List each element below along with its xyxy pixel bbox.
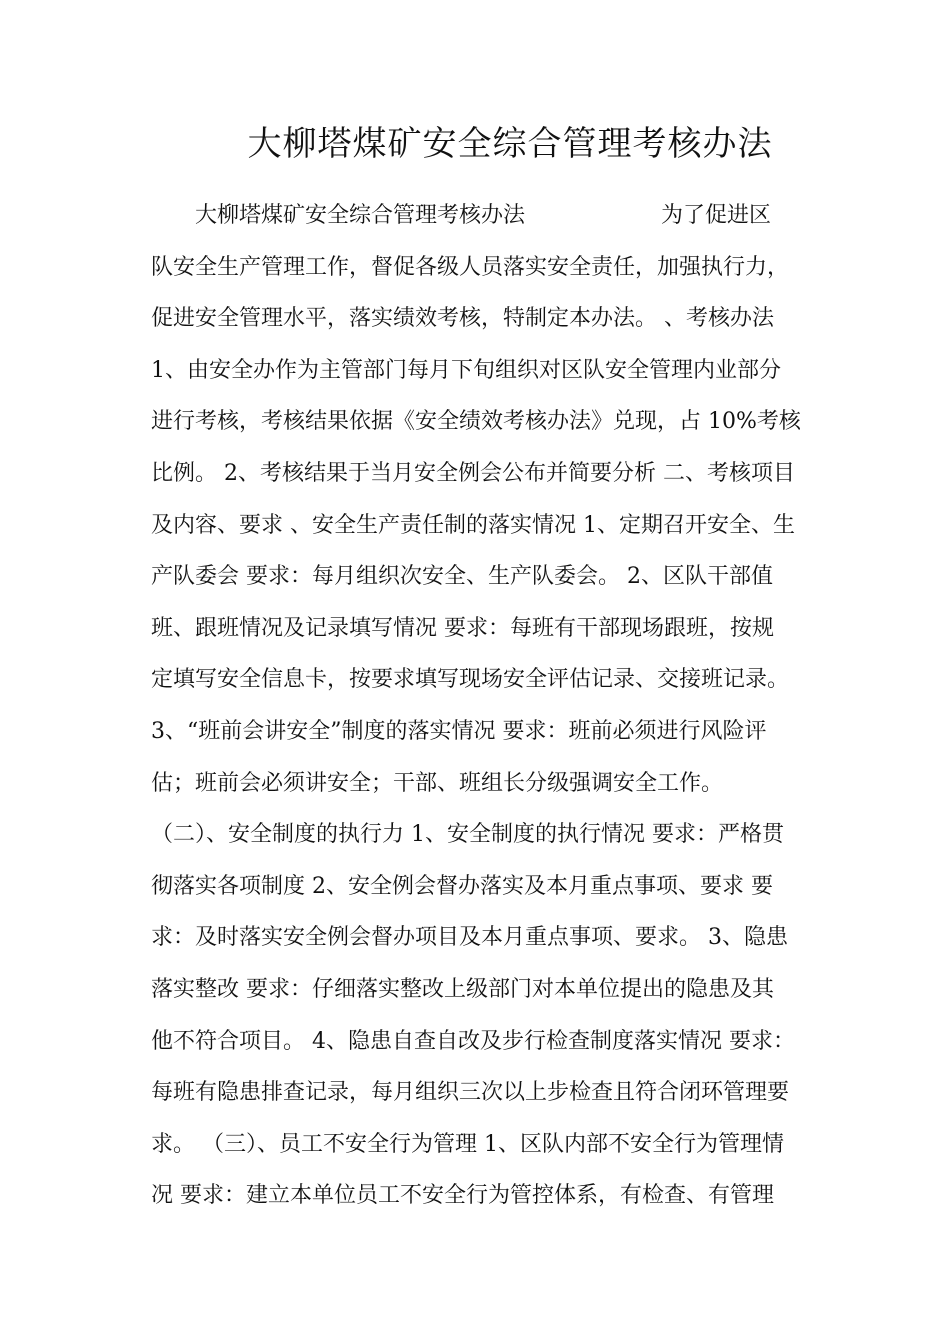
body-line: 求：及时落实安全例会督办项目及本月重点事项、要求。 3、隐患 [151,925,788,951]
body-subtitle: 大柳塔煤矿安全综合管理考核办法 [195,203,526,228]
body-line: 求。 （三）、员工不安全行为管理 1、区队内部不安全行为管理情 [151,1131,784,1157]
body-line: （二）、安全制度的执行力 1、安全制度的执行情况 要求：严格贯 [151,822,784,848]
body-first-line-text: 为了促进区 [661,203,772,228]
body-line: 彻落实各项制度 2、安全例会督办落实及本月重点事项、要求 要 [151,873,773,899]
body-line: 班、跟班情况及记录填写情况 要求：每班有干部现场跟班，按规 [151,615,774,641]
document-title: 大柳塔煤矿安全综合管理考核办法 [247,124,773,164]
body-line: 1、由安全办作为主管部门每月下旬组织对区队安全管理内业部分 [151,357,781,383]
body-line: 队安全生产管理工作，督促各级人员落实安全责任，加强执行力， [151,254,790,280]
body-line: 产队委会 要求：每月组织次安全、生产队委会。 2、区队干部值 [151,564,773,590]
body-line: 他不符合项目。 4、隐患自查自改及步行检查制度落实情况 要求： [151,1028,795,1054]
body-line: 促进安全管理水平，落实绩效考核，特制定本办法。 、考核办法 [151,306,774,332]
body-line: 比例。 2、考核结果于当月安全例会公布并简要分析 二、考核项目 [151,460,795,486]
body-line: 及内容、要求 、安全生产责任制的落实情况 1、定期召开安全、生 [151,512,795,538]
body-line: 进行考核，考核结果依据《安全绩效考核办法》兑现，占 10%考核 [151,409,801,435]
body-line: 3、“班前会讲安全”制度的落实情况 要求：班前必须进行风险评 [151,718,767,744]
body-line: 落实整改 要求：仔细落实整改上级部门对本单位提出的隐患及其 [151,976,774,1002]
body-line: 估；班前会必须讲安全；干部、班组长分级强调安全工作。 [151,770,724,796]
body-line: 定填写安全信息卡，按要求填写现场安全评估记录、交接班记录。 [151,667,790,693]
body-line: 况 要求：建立本单位员工不安全行为管控体系，有检查、有管理 [151,1183,774,1209]
document-body [151,190,811,1222]
body-first-line [151,190,811,242]
body-line: 每班有隐患排查记录，每月组织三次以上步检查且符合闭环管理要 [151,1080,790,1106]
